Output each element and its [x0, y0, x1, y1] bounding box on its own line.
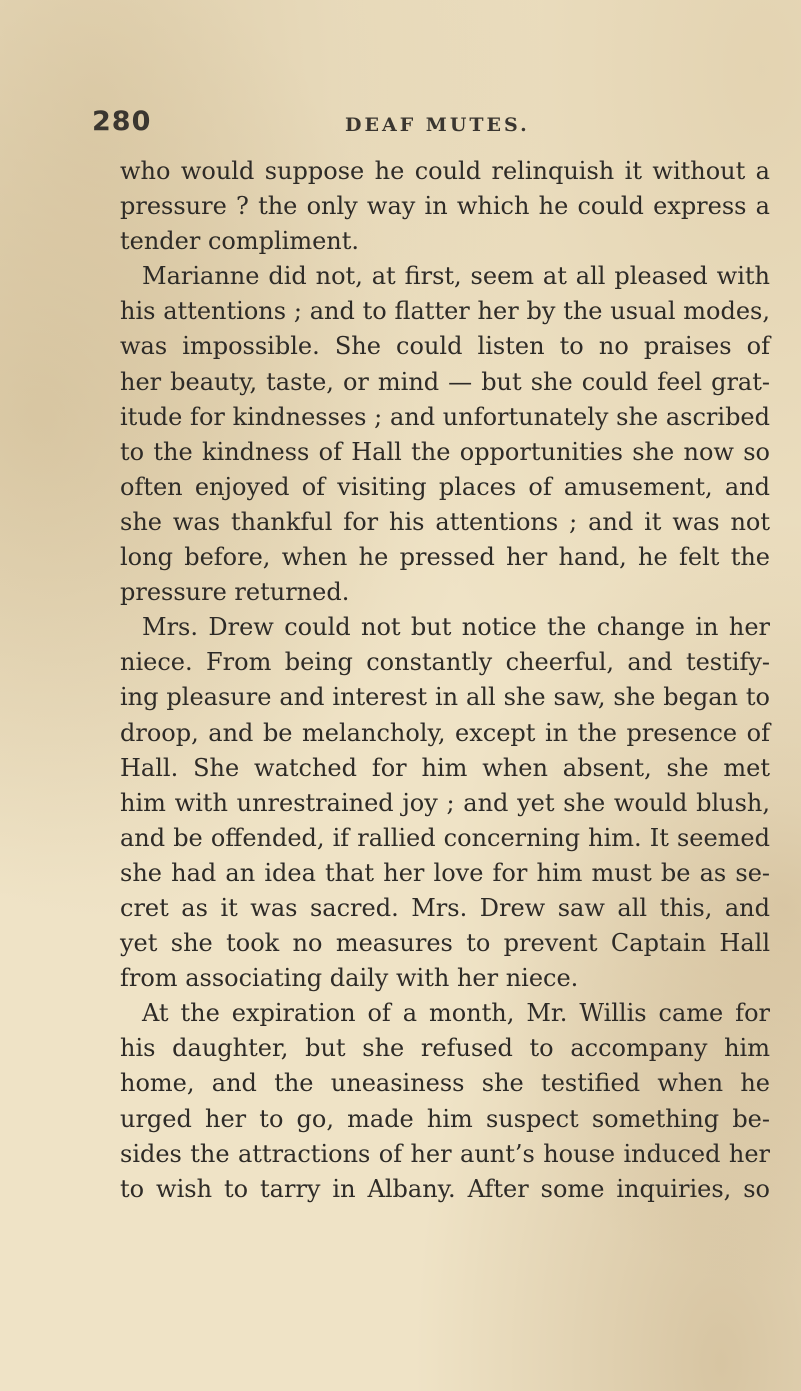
- running-head: DEAF MUTES.: [345, 114, 530, 136]
- text-line: niece. From being constantly cheerful, and testify-: [120, 648, 770, 677]
- text-line: she had an idea that her love for him must be as se-: [120, 858, 770, 887]
- page-number: 280: [92, 106, 152, 137]
- text-line: who would suppose he could relinquish it without a: [120, 157, 770, 185]
- text-line: cret as it was sacred. Mrs. Drew saw all this, and: [120, 893, 770, 922]
- body-text: [120, 154, 770, 1207]
- text-line: ing pleasure and interest in all she saw, she began to: [120, 683, 770, 712]
- text-line: [120, 259, 770, 294]
- text-line: his attentions ; and to flatter her by the usual modes,: [120, 297, 770, 326]
- text-line: and be offended, if rallied concerning him. It seemed: [120, 823, 770, 852]
- text-line: At the expiration of a month, Mr. Willis came for: [142, 999, 770, 1028]
- text-line: pressure ? the only way in which he could express a: [120, 192, 770, 221]
- page-header: [92, 106, 712, 146]
- text-line: was impossible. She could listen to no praises of: [120, 332, 770, 361]
- text-line: yet she took no measures to prevent Captain Hall: [120, 929, 770, 958]
- text-line: urged her to go, made him suspect something be-: [120, 1104, 770, 1133]
- text-line: home, and the uneasiness she testified when he: [120, 1069, 770, 1098]
- text-line: tender compliment.: [120, 227, 360, 256]
- text-line: sides the attractions of her aunt’s house induced her: [120, 1139, 770, 1168]
- text-line: long before, when he pressed her hand, he felt the: [120, 543, 770, 572]
- text-line: to the kindness of Hall the opportunities she now so: [120, 437, 770, 466]
- text-line: her beauty, taste, or mind — but she could feel grat-: [120, 367, 770, 396]
- text-line: often enjoyed of visiting places of amusement, and: [120, 472, 770, 501]
- text-line: his daughter, but she refused to accompany him: [120, 1034, 770, 1063]
- text-line: to wish to tarry in Albany. After some inquiries, so: [120, 1174, 770, 1203]
- text-line: Mrs. Drew could not but notice the change in her: [142, 613, 770, 642]
- text-line: itude for kindnesses ; and unfortunately she ascribed: [120, 402, 770, 431]
- text-line: from associating daily with her niece.: [120, 964, 579, 993]
- text-line: him with unrestrained joy ; and yet she would blush,: [120, 788, 770, 817]
- text-line: pressure returned.: [120, 578, 350, 607]
- text-line: she was thankful for his attentions ; and it was not: [120, 507, 770, 536]
- text-line: droop, and be melancholy, except in the presence of: [120, 718, 770, 747]
- paragraph-first-line: Marianne did not, at first, seem at all pleased with: [142, 262, 770, 291]
- text-line: Hall. She watched for him when absent, she met: [120, 753, 770, 782]
